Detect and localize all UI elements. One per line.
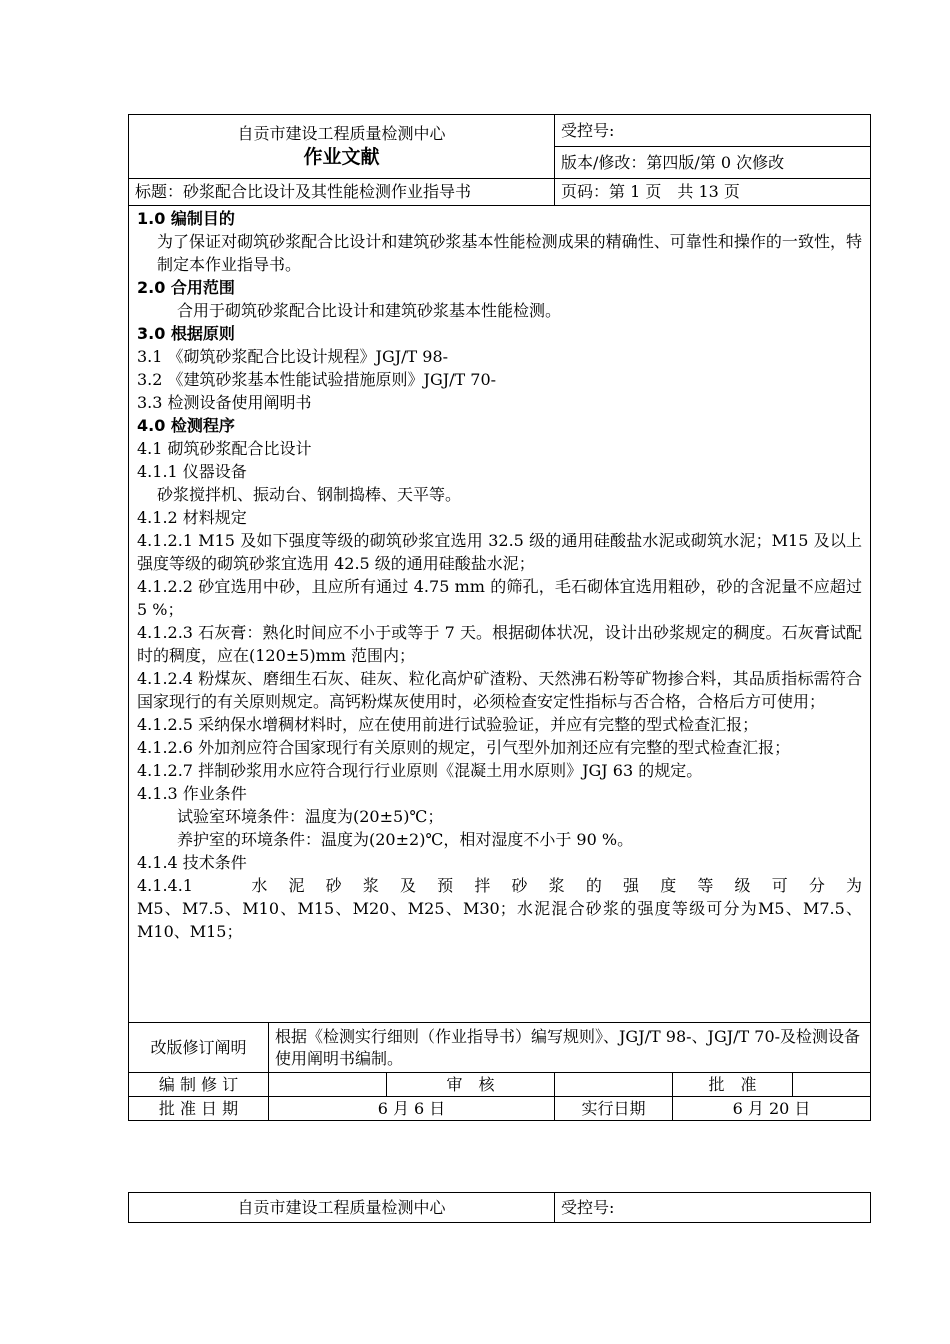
list-item: 3.3 检测设备使用阐明书 [137,393,312,412]
paragraph: 4.1.2.3 石灰膏：熟化时间应不小于或等于 7 天。根据砌体状况，设计出砂浆规定的稠度。石灰膏试配时的稠度，应在(120±5)mm 范围内； [137,623,863,665]
review-label: 审 核 [387,1073,555,1097]
paragraph: 4.1.2.6 外加剂应符合国家现行有关原则的规定，引气型外加剂还应有完整的型式检查汇报； [137,738,791,757]
paragraph: 合用于砌筑砂浆配合比设计和建筑砂浆基本性能检测。 [177,301,562,320]
section-heading: 2.0 合用范围 [137,278,235,297]
list-item: 3.1 《砌筑砂浆配合比设计规程》JGJ/T 98- [137,347,449,366]
control-number: 受控号: [555,115,871,147]
subsection-heading: 4.1.1 仪器设备 [137,462,247,481]
paragraph: 4.1.2.5 采纳保水增稠材料时，应在使用前进行试验验证，并应有完整的型式检查汇报； [137,715,759,734]
section-heading: 3.0 根据原则 [137,324,235,343]
org-name: 自贡市建设工程质量检测中心 [237,123,446,143]
doc-title: 标题：砂浆配合比设计及其性能检测作业指导书 [129,179,555,206]
next-page-header-table [128,1192,871,1223]
paragraph: 4.1.2.7 拌制砂浆用水应符合现行行业原则《混凝土用水原则》JGJ 63 的规定。 [137,761,703,780]
document-body [129,206,871,1023]
paragraph: 养护室的环境条件：温度为(20±2)℃，相对湿度不小于 90 %。 [177,830,634,849]
paragraph: 4.1.2.2 砂宜选用中砂，且应所有通过 4.75 mm 的筛孔，毛石砌体宜选用粗砂，砂的含泥量不应超过 5 %； [137,577,863,619]
doc-type: 作业文献 [303,145,380,168]
prepared-label: 编 制 修 订 [129,1073,269,1097]
paragraph: 试验室环境条件：温度为(20±5)℃； [177,807,444,826]
approve-date-label: 批 准 日 期 [129,1097,269,1121]
approve-signature [793,1073,871,1097]
section-heading: 4.0 检测程序 [137,416,235,435]
prepared-signature [269,1073,387,1097]
paragraph: 4.1.4.1 水泥砂浆及预拌砂浆的强度等级可分为 [137,876,863,895]
section-heading: 1.0 编制目的 [137,209,235,228]
org-title-cell [129,115,555,179]
subsection-heading: 4.1.3 作业条件 [137,784,247,803]
next-page-control-number: 受控号: [555,1193,871,1223]
revision-label: 改版修订阐明 [129,1023,269,1073]
paragraph: 为了保证对砌筑砂浆配合比设计和建筑砂浆基本性能检测成果的精确性、可靠性和操作的一致性，特制定本作业指导书。 [157,232,863,274]
paragraph: 4.1.2.4 粉煤灰、磨细生石灰、硅灰、粒化高炉矿渣粉、天然沸石粉等矿物掺合料，其品质指标需符合国家现行的有关原则规定。高钙粉煤灰使用时，必须检查安定性指标与否合格，合格后方可使用； [137,669,863,711]
paragraph: 砂浆搅拌机、振动台、钢制捣棒、天平等。 [157,485,462,504]
version-info: 版本/修改：第四版/第 0 次修改 [555,147,871,179]
approve-label: 批 准 [673,1073,793,1097]
subsection-heading: 4.1.4 技术条件 [137,853,247,872]
approve-date: 6 月 6 日 [269,1097,555,1121]
page-number: 页码：第 1 页 共 13 页 [555,179,871,206]
work-document-table [128,114,871,1121]
effective-date: 6 月 20 日 [673,1097,871,1121]
subsection-heading: 4.1.2 材料规定 [137,508,247,527]
effective-date-label: 实行日期 [555,1097,673,1121]
paragraph: M5、M7.5、M10、M15、M20、M25、M30；水泥混合砂浆的强度等级可分为M5、M7.5、M10、M15； [137,899,863,941]
subsection-heading: 4.1 砌筑砂浆配合比设计 [137,439,312,458]
review-signature [555,1073,673,1097]
list-item: 3.2 《建筑砂浆基本性能试验措施原则》JGJ/T 70- [137,370,497,389]
next-page-org-name: 自贡市建设工程质量检测中心 [129,1193,555,1223]
paragraph: 4.1.2.1 M15 及如下强度等级的砌筑砂浆宜选用 32.5 级的通用硅酸盐水泥或砌筑水泥；M15 及以上强度等级的砌筑砂浆宜选用 42.5 级的通用硅酸盐水泥； [137,531,863,573]
revision-text: 根据《检测实行细则（作业指导书）编写规则》、JGJ/T 98-、JGJ/T 70-及检测设备使用阐明书编制。 [269,1023,871,1073]
